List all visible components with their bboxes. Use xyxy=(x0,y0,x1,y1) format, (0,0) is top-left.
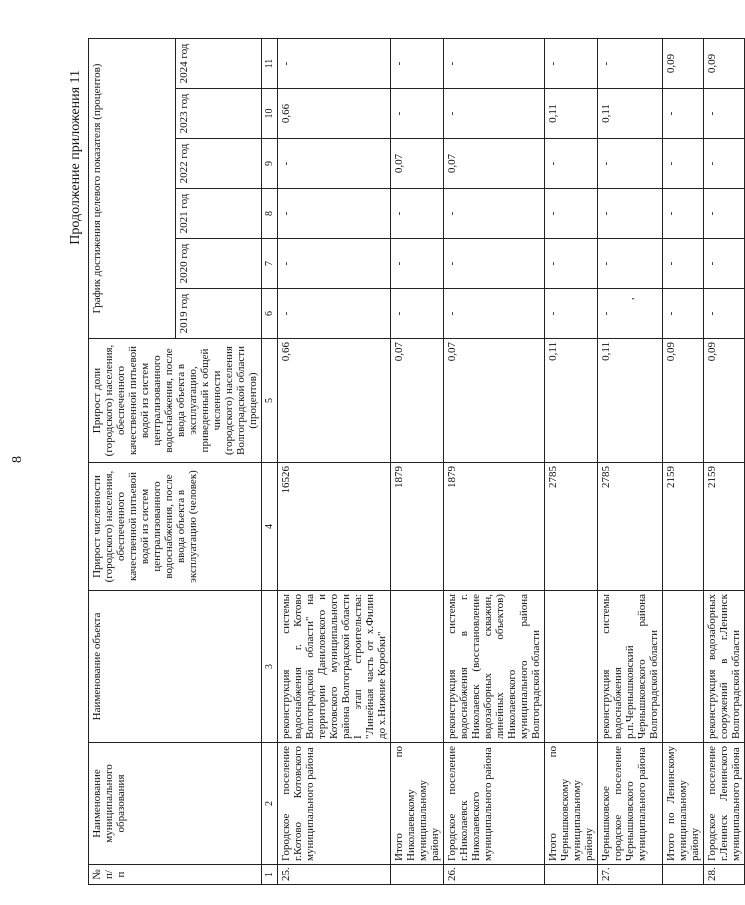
year-cell: 0,09 xyxy=(704,39,745,89)
year-cell: - xyxy=(391,239,444,289)
table-row xyxy=(598,39,663,885)
table-row xyxy=(545,39,598,885)
year-cell: 0,11 xyxy=(598,89,663,139)
column-number: 6 xyxy=(262,289,278,339)
year-cell: - xyxy=(391,289,444,339)
year-cell: 0,11 xyxy=(545,89,598,139)
year-cell: - xyxy=(704,189,745,239)
column-number: 8 xyxy=(262,189,278,239)
population-cell: 2785 xyxy=(598,463,663,591)
column-number: 11 xyxy=(262,39,278,89)
year-cell: - xyxy=(663,189,704,239)
population-cell: 1879 xyxy=(391,463,444,591)
population-cell: 2785 xyxy=(545,463,598,591)
header-row xyxy=(89,39,176,885)
header-year-2020: 2020 год xyxy=(175,239,262,289)
population-cell: 16526 xyxy=(278,463,391,591)
row-number: 28. xyxy=(704,865,745,885)
year-cell: - xyxy=(598,139,663,189)
municipality-cell: Городское поселение г.Ленинск Ленинского муниципального района xyxy=(704,743,745,865)
year-cell: - xyxy=(598,189,663,239)
row-number: 26. xyxy=(444,865,545,885)
row-number xyxy=(663,865,704,885)
table-row xyxy=(391,39,444,885)
header-no: № п/п xyxy=(89,865,262,885)
share-cell: 0,11 xyxy=(545,339,598,463)
header-year-2023: 2023 год xyxy=(175,89,262,139)
year-cell: - xyxy=(598,239,663,289)
header-share-growth: Прирост доли (городского) населения, обеспеченного качественной питьевой водой из систем централизованного водоснабжения, после ввода объекта в эксплуатацию, приведенный к общей численности (городского) населения Волгоградской области (процентов) xyxy=(89,339,262,463)
year-cell: - xyxy=(663,139,704,189)
share-cell: 0,09 xyxy=(704,339,745,463)
column-number: 1 xyxy=(262,865,278,885)
year-cell: - xyxy=(598,39,663,89)
column-number: 9 xyxy=(262,139,278,189)
row-number: 27. xyxy=(598,865,663,885)
table-row xyxy=(704,39,745,885)
header-municipality: Наименование муниципального образования xyxy=(89,743,262,865)
year-cell: - xyxy=(663,239,704,289)
table-row xyxy=(663,39,704,885)
year-cell: 0,66 xyxy=(278,89,391,139)
object-cell: реконструкция водозаборных сооружений в г.Ленинск Волгоградской области xyxy=(704,591,745,743)
share-cell: 0,07 xyxy=(391,339,444,463)
header-year-2024: 2024 год xyxy=(175,39,262,89)
year-cell: - xyxy=(391,39,444,89)
year-cell: - xyxy=(545,189,598,239)
year-cell: - xyxy=(545,239,598,289)
year-cell: - xyxy=(278,139,391,189)
year-cell: - xyxy=(704,239,745,289)
object-cell xyxy=(545,591,598,743)
year-cell: 0,07 xyxy=(391,139,444,189)
object-cell: реконструкция системы водоснабжения в г. Николаевск (восстановление водозаборных скважин, линейных объектов) Николаевского муниципального района Волгоградской области xyxy=(444,591,545,743)
year-cell: - xyxy=(444,239,545,289)
object-cell xyxy=(391,591,444,743)
year-cell: - xyxy=(545,39,598,89)
year-cell: - xyxy=(598,289,663,339)
share-cell: 0,07 xyxy=(444,339,545,463)
header-object: Наименование объекта xyxy=(89,591,262,743)
municipality-cell: Городское поселение г.Николаевск Николаевского муниципального района xyxy=(444,743,545,865)
row-number xyxy=(391,865,444,885)
year-cell: - xyxy=(444,289,545,339)
column-number: 10 xyxy=(262,89,278,139)
object-cell: реконструкция системы водоснабжения р.п.Чернышковский Чернышковского района Волгоградской области xyxy=(598,591,663,743)
share-cell: 0,09 xyxy=(663,339,704,463)
column-number: 5 xyxy=(262,339,278,463)
year-cell: - xyxy=(704,139,745,189)
column-number: 2 xyxy=(262,743,278,865)
page-number: 8 xyxy=(10,456,25,463)
year-cell: - xyxy=(444,89,545,139)
year-cell: - xyxy=(663,89,704,139)
header-population-growth: Прирост численности (городского) населения, обеспеченного качественной питьевой водой из систем централизованного водоснабжения, после ввода объекта в эксплуатацию (человек) xyxy=(89,463,262,591)
header-year-2021: 2021 год xyxy=(175,189,262,239)
year-cell: - xyxy=(444,189,545,239)
municipality-cell: Чернышковское городское поселение Чернышковского муниципального района xyxy=(598,743,663,865)
header-schedule: График достижения целевого показателя (процентов) xyxy=(89,39,176,339)
header-year-2022: 2022 год xyxy=(175,139,262,189)
column-number: 4 xyxy=(262,463,278,591)
row-number: 25. xyxy=(278,865,391,885)
year-cell: 0,07 xyxy=(444,139,545,189)
year-cell: - xyxy=(278,189,391,239)
column-number: 7 xyxy=(262,239,278,289)
year-cell: - xyxy=(391,189,444,239)
population-cell: 2159 xyxy=(663,463,704,591)
municipality-cell: Итого по Николаевскому муниципальному району xyxy=(391,743,444,865)
year-cell: - xyxy=(444,39,545,89)
municipality-cell: Итого по Чернышковскому муниципальному району xyxy=(545,743,598,865)
table-row xyxy=(278,39,391,885)
share-cell: 0,66 xyxy=(278,339,391,463)
scan-mark: , xyxy=(625,297,636,300)
population-cell: 2159 xyxy=(704,463,745,591)
year-cell: - xyxy=(704,289,745,339)
year-cell: - xyxy=(278,289,391,339)
continuation-title: Продолжение приложения 11 xyxy=(68,70,83,245)
municipality-cell: Городское поселение г.Котово Котовского муниципального района xyxy=(278,743,391,865)
year-cell: - xyxy=(278,239,391,289)
table-row xyxy=(444,39,545,885)
year-cell: - xyxy=(704,89,745,139)
row-number xyxy=(545,865,598,885)
year-cell: - xyxy=(278,39,391,89)
object-cell xyxy=(663,591,704,743)
population-cell: 1879 xyxy=(444,463,545,591)
municipality-cell: Итого по Ленинскому муниципальному району xyxy=(663,743,704,865)
year-cell: - xyxy=(545,289,598,339)
year-cell: - xyxy=(545,139,598,189)
year-cell: - xyxy=(663,289,704,339)
column-number-row xyxy=(262,39,278,885)
column-number: 3 xyxy=(262,591,278,743)
header-year-2019: 2019 год xyxy=(175,289,262,339)
year-cell: 0,09 xyxy=(663,39,704,89)
year-cell: - xyxy=(391,89,444,139)
target-indicator-table xyxy=(88,38,745,885)
share-cell: 0,11 xyxy=(598,339,663,463)
object-cell: реконструкция системы водоснабжения г. Котово Волгоградской области" на территории Даниловского и Котовского муниципального района Волгоградской области I этап строительства: "Линейная часть от х.Филин до х.Нижние Коробки" xyxy=(278,591,391,743)
